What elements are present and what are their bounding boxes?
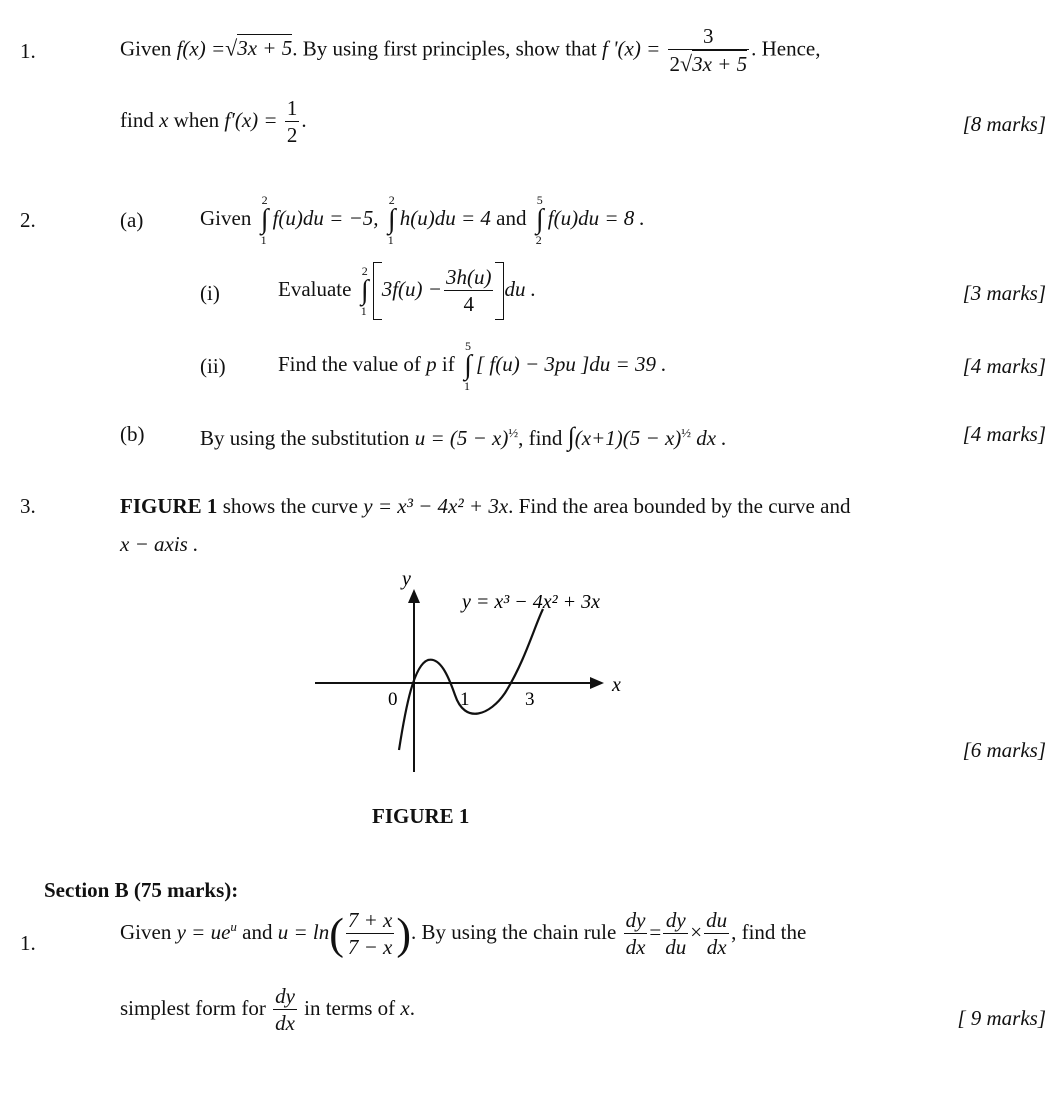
sb-equals: =	[649, 919, 662, 944]
q1-period: .	[301, 107, 307, 132]
i-frac-num: 3h(u)	[445, 265, 492, 289]
i-upper: 2	[361, 264, 368, 278]
sb-dx3: dx	[275, 1011, 295, 1035]
q1-frac-den-radicand: 3x + 5	[692, 52, 748, 76]
q2b-text: By using the substitution	[200, 426, 410, 450]
q3-text1: shows the curve	[222, 494, 358, 518]
q1-fx-radicand: 3x + 5	[237, 36, 293, 61]
q3-figure-ref: FIGURE 1	[120, 494, 218, 518]
int1-expr: f(u)du = −5,	[272, 205, 379, 230]
tick-0: 0	[388, 689, 398, 710]
q3-curve-eq: y = x³ − 4x² + 3x	[363, 494, 509, 518]
section-b-q1-line1	[120, 910, 806, 958]
q3-text3: x − axis .	[120, 532, 199, 556]
sb-simplest: simplest form for	[120, 995, 266, 1020]
q2-sub-ii: (ii)	[200, 354, 226, 378]
x-axis-arrow	[590, 677, 604, 689]
figure-1-graph	[300, 565, 660, 795]
i-lower: 1	[360, 304, 367, 318]
q2-i-line	[278, 262, 536, 320]
sb-dydx-fraction	[624, 910, 648, 958]
i-du: du .	[504, 276, 536, 301]
sb-ln-fraction	[346, 910, 395, 958]
q2-marks-b: [4 marks]	[962, 422, 1046, 446]
i-expr1: 3f(u) −	[381, 276, 442, 301]
section-b-title: Section B (75 marks):	[44, 878, 239, 902]
q1-text-hence: . Hence,	[751, 36, 821, 61]
q1-half-num: 1	[286, 96, 298, 120]
sb-du: du	[665, 935, 687, 959]
right-paren: )	[396, 909, 412, 959]
sb-dx: dx	[625, 935, 646, 959]
q2b-find: , find	[518, 426, 563, 450]
sb-period: .	[409, 995, 415, 1020]
q2-b-line	[200, 424, 727, 450]
q1-when: when	[173, 107, 220, 132]
q2b-exp: ½	[508, 425, 519, 440]
q2-number: 2.	[20, 208, 36, 232]
q1-marks: [8 marks]	[962, 112, 1046, 136]
q1-fprime2: f′(x) =	[224, 107, 278, 132]
q2b-exp2: ½	[681, 425, 692, 440]
curve-equation-label: y = x³ − 4x² + 3x	[462, 591, 600, 613]
sb-dy2: dy	[665, 908, 686, 932]
sb-dydu-fraction	[663, 910, 688, 958]
int1-upper: 2	[261, 193, 268, 207]
cubic-curve	[399, 609, 543, 750]
q3-marks: [6 marks]	[962, 738, 1046, 762]
q2-p: p	[426, 351, 437, 376]
i-fraction	[444, 267, 494, 315]
integral-sign: 5 ∫ 2	[535, 193, 544, 247]
q1-derivative-fraction	[668, 26, 750, 75]
q2b-u: u = (5 − x)	[414, 426, 509, 450]
sb-dx2: dx	[704, 933, 729, 958]
q1-frac-num: 3	[703, 24, 714, 48]
sqrt-symbol: √	[680, 51, 693, 76]
q1-half-fraction	[285, 98, 300, 146]
int2-upper: 2	[388, 193, 395, 207]
q2-ii-line	[278, 339, 667, 393]
sb-given: Given	[120, 919, 172, 944]
sb-y-eq: y = ue	[176, 919, 231, 944]
sb-dy: dy	[625, 908, 646, 932]
q3-text2: . Find the area bounded by the curve and	[508, 494, 851, 518]
sb-dy3: dy	[275, 984, 295, 1008]
sb-dydx-fraction-2	[273, 986, 297, 1034]
int2-lower: 1	[387, 233, 394, 247]
q2-if: if	[441, 351, 455, 376]
sb-dudx-fraction	[704, 910, 729, 958]
integral-sign: 2 ∫ 1	[387, 193, 396, 247]
q1-text-fp: . By using first principles, show that	[292, 36, 597, 61]
q2-marks-ii: [4 marks]	[962, 354, 1046, 378]
sb-times: ×	[690, 919, 703, 944]
q2a-given-line	[200, 193, 645, 247]
q3-number: 3.	[20, 494, 36, 518]
q2-part-b: (b)	[120, 422, 145, 446]
integral-sign: 5 ∫ 1	[463, 339, 472, 393]
q1-given: Given	[120, 36, 172, 61]
sb-x: x	[400, 995, 410, 1020]
sb-find-the: , find the	[731, 919, 807, 944]
x-axis-label: x	[612, 674, 621, 696]
integral-sign: ∫	[567, 422, 575, 451]
q3-line1	[120, 496, 850, 517]
q2-evaluate: Evaluate	[278, 276, 352, 301]
y-axis-arrow	[408, 589, 420, 603]
integral-sign: 2 ∫ 1	[260, 193, 269, 247]
q1-frac-den	[668, 49, 750, 75]
q1-fx: f(x) =	[176, 36, 226, 61]
q2a-given: Given	[200, 205, 252, 230]
i-frac-den: 4	[444, 290, 494, 315]
integral-sign: 2 ∫ 1	[360, 264, 369, 318]
figure-1-caption: FIGURE 1	[372, 804, 470, 828]
int3-expr: f(u)du = 8 .	[547, 205, 645, 230]
q1-frac-den-prefix: 2	[669, 52, 681, 76]
ii-upper: 5	[464, 339, 471, 353]
q1-line2	[120, 98, 307, 146]
q2a-and: and	[496, 205, 527, 230]
q2b-int-expr: (x+1)(5 − x)	[574, 426, 682, 450]
section-b-q1-number: 1.	[20, 931, 36, 955]
section-b-q1-line2	[120, 986, 415, 1034]
int3-upper: 5	[536, 193, 543, 207]
sb-in-terms: in terms of	[304, 995, 396, 1020]
int1-lower: 1	[260, 233, 267, 247]
sb-and: and	[242, 919, 273, 944]
q1-line1	[120, 26, 820, 75]
q2-sub-i: (i)	[200, 281, 220, 305]
left-bracket	[373, 262, 382, 320]
q2-find-value: Find the value of	[278, 351, 421, 376]
sb-y-exp: u	[230, 918, 237, 934]
sb-ln-den: 7 − x	[347, 935, 393, 959]
q1-number: 1.	[20, 39, 36, 63]
sb-du2: du	[706, 908, 728, 932]
sb-u-eq: u = ln	[277, 919, 330, 944]
q1-half-den: 2	[286, 123, 298, 147]
q2-marks-i: [3 marks]	[962, 281, 1046, 305]
ii-expr: [ f(u) − 3pu ]du = 39 .	[475, 351, 667, 376]
section-b-q1-marks: [ 9 marks]	[957, 1006, 1046, 1030]
sb-chain-text: . By using the chain rule	[411, 919, 617, 944]
left-paren: (	[329, 909, 344, 959]
int3-lower: 2	[535, 233, 542, 247]
y-axis-label: y	[402, 568, 411, 590]
sb-ln-num: 7 + x	[347, 908, 393, 932]
q1-var-x: x	[159, 107, 169, 132]
q2b-dx: dx .	[696, 426, 727, 450]
ii-lower: 1	[463, 379, 470, 393]
tick-1: 1	[460, 689, 470, 710]
q2-part-a: (a)	[120, 208, 144, 232]
int2-expr: h(u)du = 4	[399, 205, 491, 230]
tick-3: 3	[525, 689, 535, 710]
sqrt-symbol: √	[225, 35, 238, 61]
q1-find: find	[120, 107, 154, 132]
q1-fprime: f '(x) =	[601, 36, 661, 61]
